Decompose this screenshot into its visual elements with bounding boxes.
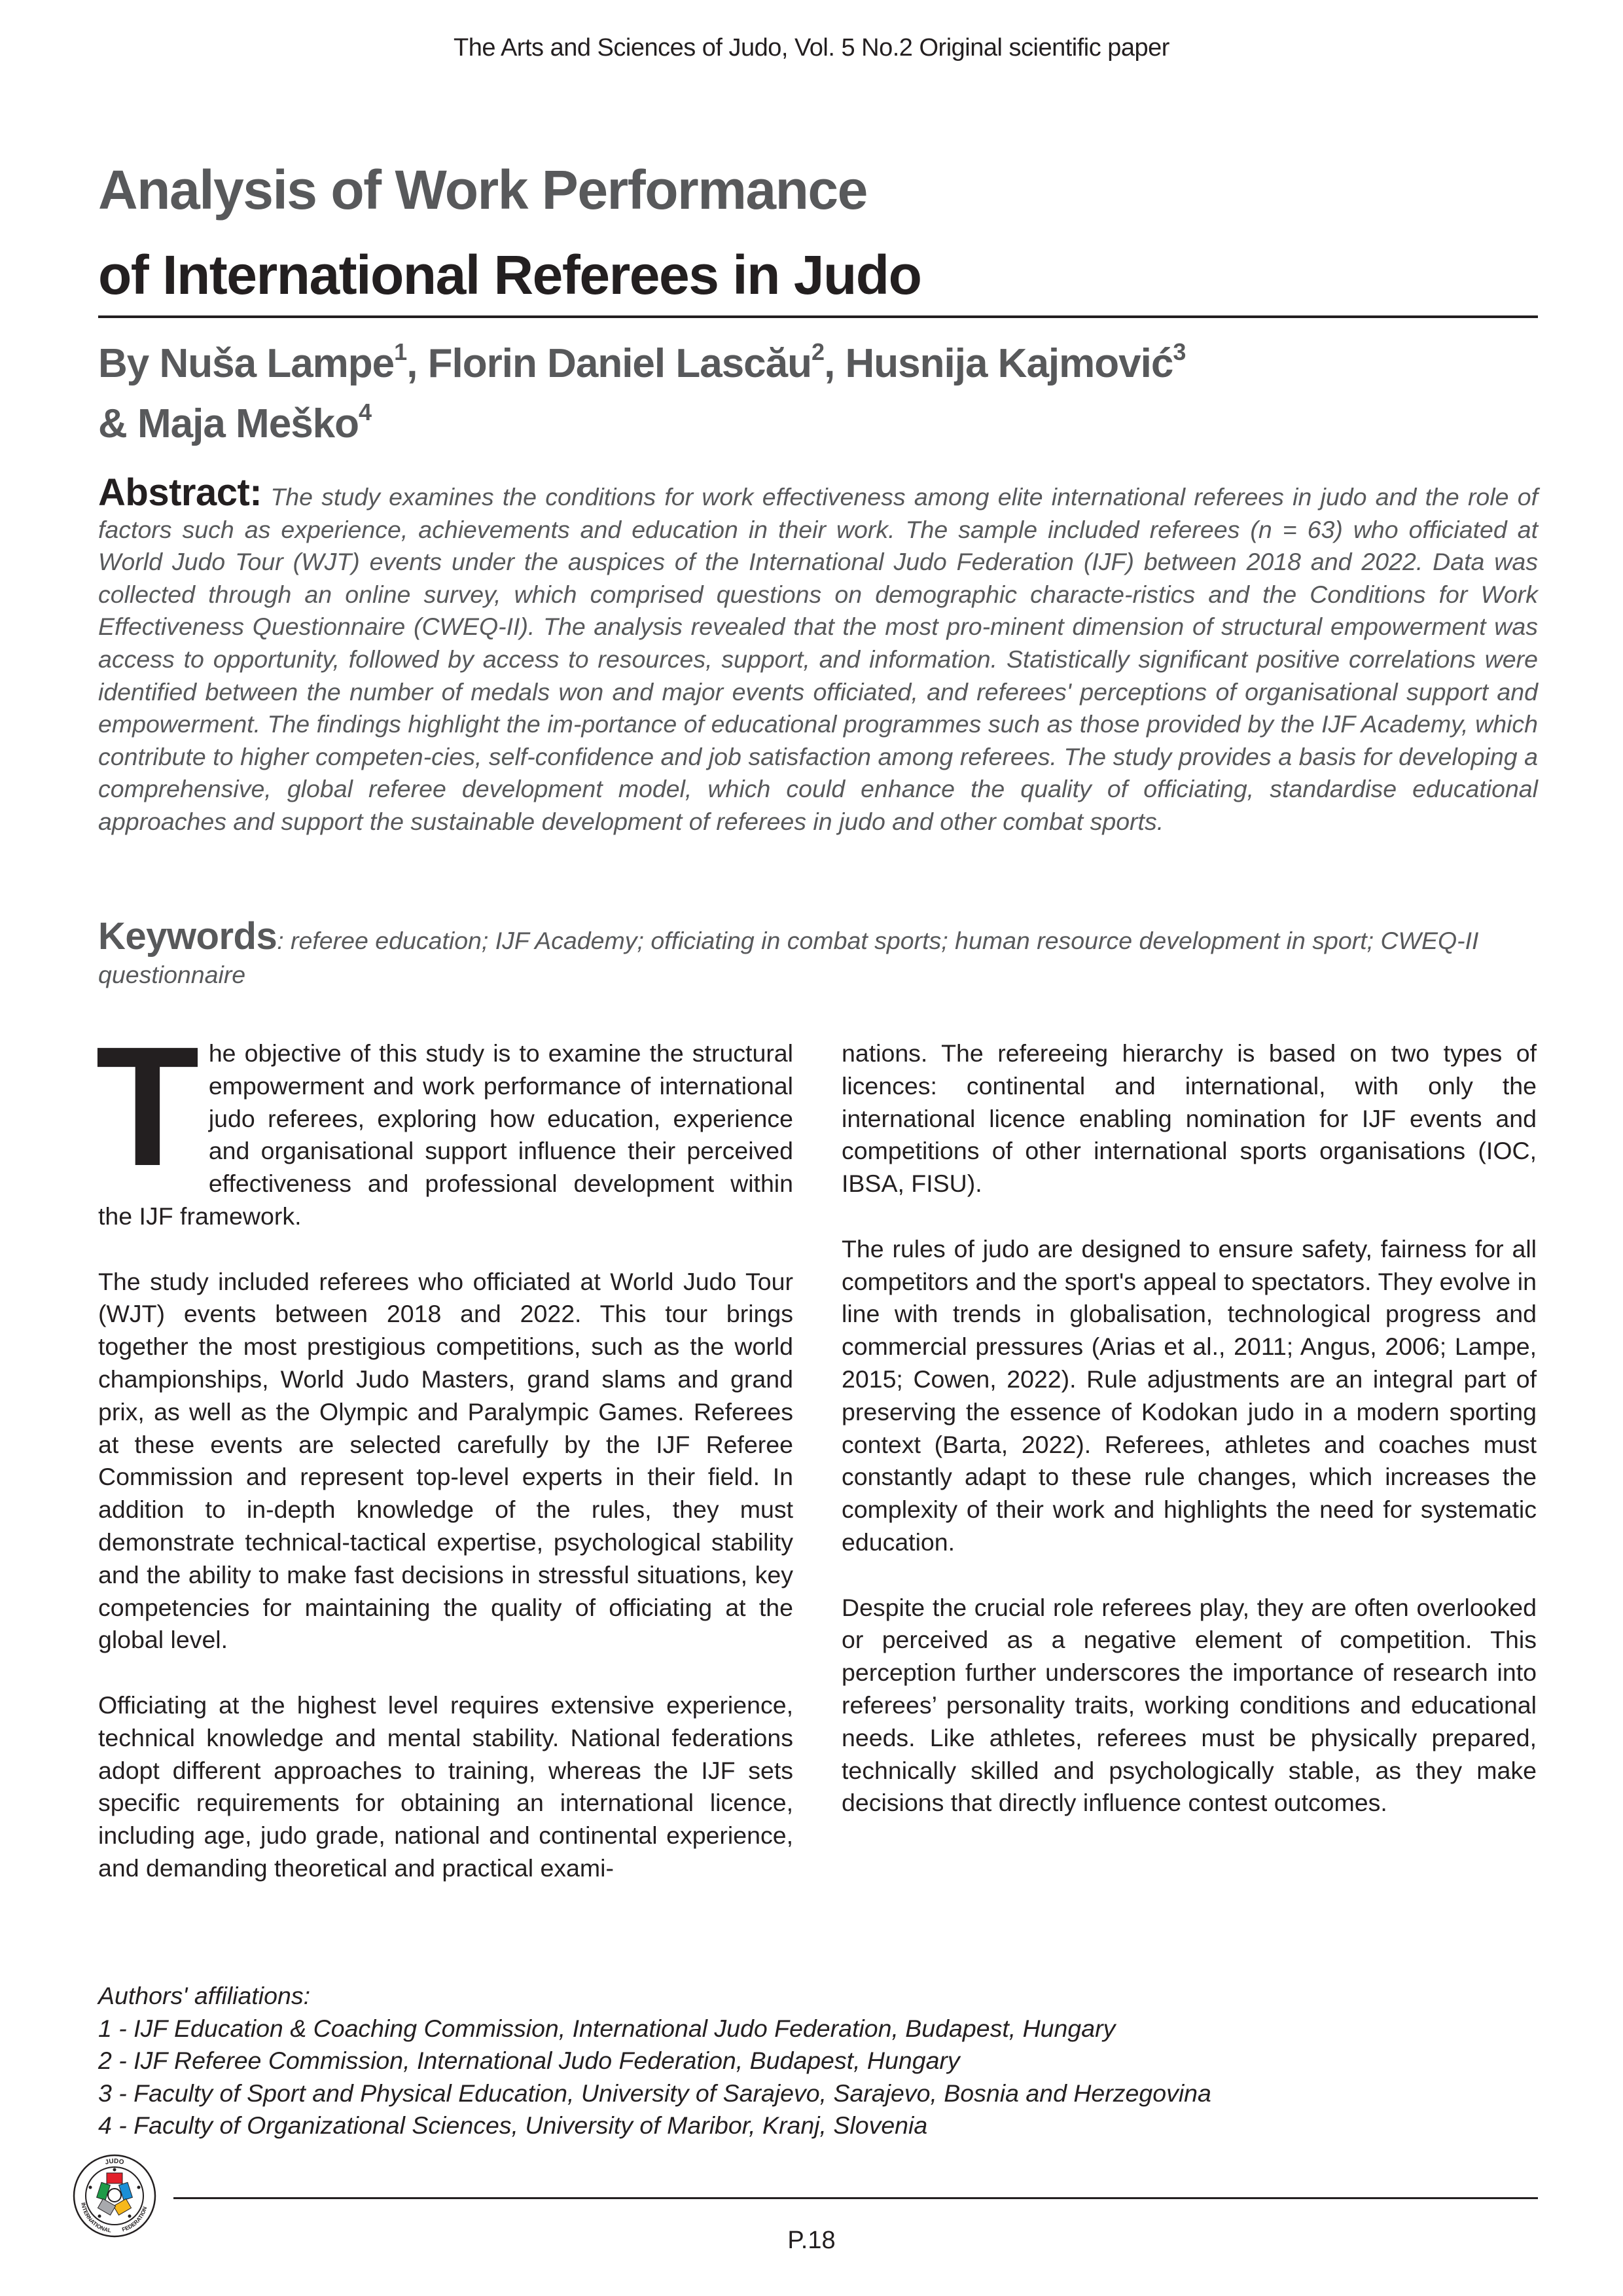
keywords-label: Keywords <box>98 915 277 958</box>
page-number: P.18 <box>787 2227 836 2254</box>
author-affiliation-mark: 1 <box>394 338 407 365</box>
logo-text-top: JUDO <box>104 2157 125 2166</box>
affiliation-item: 1 - IJF Education & Coaching Commission, International Judo Federation, Budapest, Hungary <box>98 2014 1116 2042</box>
affiliation-item: 2 - IJF Referee Commission, International Judo Federation, Budapest, Hungary <box>98 2047 960 2074</box>
body-paragraph: The rules of judo are designed to ensure safety, fairness for all competitors and the sport's appeal to spectators. They evolve in line with trends in globalisation, technological progress and commercial pressures (Arias et al., 2011; Angus, 2006; Lampe, 2015; Cowen, 2022). Rule adjustments are an integral part of preserving the essence of Kodokan judo in a modern sporting context (Barta, 2022). Referees, athletes and coaches must constantly adapt to these rule changes, which increases the complexity of their work and highlights the need for systematic education. <box>842 1234 1537 1556</box>
author-separator: , <box>406 341 428 386</box>
author-line-2 <box>98 394 1538 454</box>
title-line-1: Analysis of Work Performance <box>98 159 867 221</box>
title-divider <box>98 315 1538 318</box>
running-head: The Arts and Sciences of Judo, Vol. 5 No.2 Original scientific paper <box>454 34 1169 62</box>
paragraph-text: he objective of this study is to examine the structural empowerment and work performance of international judo referees, exploring how education, experience and organisational support influence their perceived effectiveness and professional development within the IJF framework. <box>98 1039 793 1230</box>
author-name: Maja Meško <box>137 401 359 446</box>
svg-text:JUDO <box>105 2158 125 2166</box>
body-paragraph: The study included referees who officiated at World Judo Tour (WJT) events between 2018 and 2022. This tour brings together the most prestigious competitions, such as the world championships, World Judo Masters, grand slams and grand prix, as well as the Olympic and Paralympic Games. Referees at these events are selected carefully by the IJF Referee Commission and represent top-level experts in their field. In addition to in-depth knowledge of the rules, they must demonstrate technical-tactical expertise, psychological stability and the ability to make fast decisions in stressful situations, key competencies for maintaining the quality of officiating at the global level. <box>98 1267 793 1654</box>
footer-divider <box>173 2197 1538 2199</box>
keywords <box>98 915 1538 992</box>
author-line-1 <box>98 334 1538 394</box>
author-affiliation-mark: 4 <box>359 399 372 425</box>
author-affiliation-mark: 2 <box>812 338 825 365</box>
drop-cap: T <box>96 1012 200 1202</box>
author-prefix: By <box>98 341 160 386</box>
author-affiliation-mark: 3 <box>1173 338 1186 365</box>
abstract-text: The study examines the conditions for work effectiveness among elite international referees in judo and the role of factors such as experience, achievements and education in their work. The sample included referees (n = 63) who officiated at World Judo Tour (WJT) events under the auspices of the International Judo Federation (IJF) between 2018 and 2022. Data was collected through an online survey, which comprised questions on demographic characte-ristics and the Conditions for Work Effectiveness Questionnaire (CWEQ-II). The analysis revealed that the most pro-minent dimension of structural empowerment was access to opportunity, followed by access to resources, support, and information. Statistically significant positive correlations were identified between the number of medals won and major events officiated, and referees' perceptions of organisational support and empowerment. The findings highlight the im-portance of educational programmes such as those provided by the IJF Academy, which contribute to higher competen-cies, self-confidence and job satisfaction among referees. The study provides a basis for developing a comprehensive, global referee development model, which could enhance the quality of officiating, standardise educational approaches and support the sustainable development of referees in judo and other combat sports. <box>98 483 1538 835</box>
affiliations-heading: Authors' affiliations: <box>98 1982 310 2009</box>
title-line-2: of International Referees in Judo <box>98 244 921 306</box>
body-paragraph: nations. The refereeing hierarchy is based on two types of licences: continental and international, with only the international licence enabling nomination for IJF events and competitions of other international sports organisations (IOC, IBSA, FISU). <box>842 1039 1537 1198</box>
keywords-text: : referee education; IJF Academy; officiating in combat sports; human resource development in sport; CWEQ-II questionnaire <box>98 927 1479 988</box>
author-affiliations <box>98 1980 1538 2142</box>
logo-text-right: FEDERATION <box>121 2206 149 2233</box>
body-paragraph <box>96 1012 793 1233</box>
author-name: Nuša Lampe <box>159 341 395 386</box>
author-name: Husnija Kajmović <box>845 341 1173 386</box>
abstract-label: Abstract: <box>98 471 262 514</box>
body-column-right <box>842 1037 1537 1852</box>
ijf-logo-icon <box>72 2153 157 2238</box>
body-paragraph: Despite the crucial role referees play, they are often overlooked or perceived as a negative element of competition. This perception further underscores the importance of research into referees’ personality traits, working conditions and educational needs. Like athletes, referees must be physically prepared, technically skilled and psychologically stable, as they make decisions that directly influence contest outcomes. <box>842 1593 1537 1817</box>
body-paragraph: Officiating at the highest level requires extensive experience, technical knowledge and mental stability. National federations adopt different approaches to training, whereas the IJF sets specific requirements for obtaining an international licence, including age, judo grade, national and continental experience, and demanding theoretical and practical exami- <box>98 1691 793 1882</box>
author-name: Florin Daniel Lascău <box>427 341 812 386</box>
affiliation-item: 3 - Faculty of Sport and Physical Education, University of Sarajevo, Sarajevo, Bosnia and Herzegovina <box>98 2079 1211 2107</box>
affiliation-item: 4 - Faculty of Organizational Sciences, University of Maribor, Kranj, Slovenia <box>98 2111 928 2139</box>
body-column-left <box>96 1012 793 1918</box>
abstract <box>98 471 1538 838</box>
author-list <box>98 334 1538 454</box>
author-separator: , <box>824 341 846 386</box>
author-prefix: & <box>98 401 137 446</box>
logo-text-left: INTERNATIONAL <box>80 2202 112 2234</box>
